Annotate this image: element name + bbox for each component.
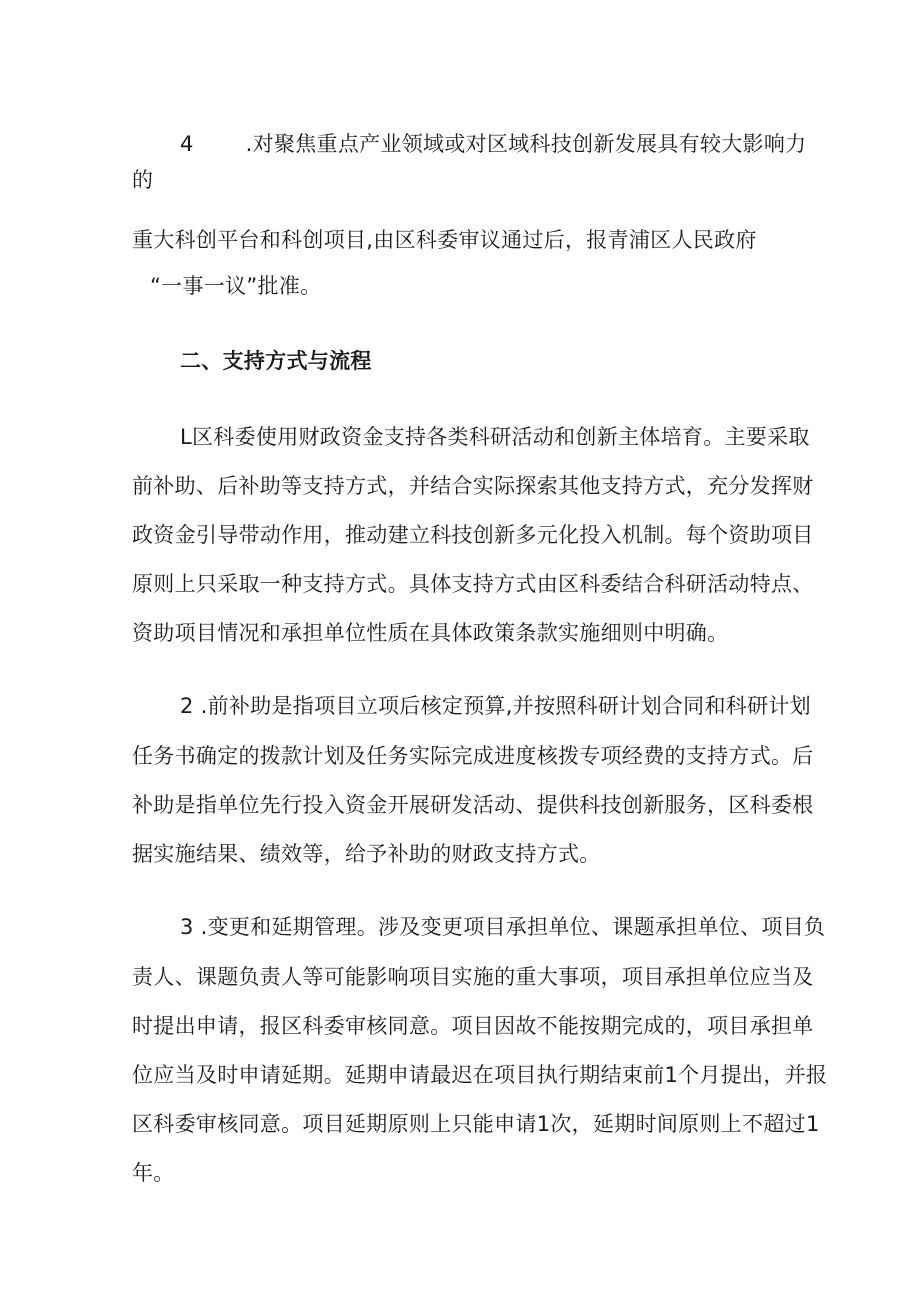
para3-line4: 位应当及时申请延期。延期申请最迟在项目执行期结束前1个月提出，并报 [132,1063,828,1087]
item4-line3: 重大科创平台和科创项目,由区科委审议通过后，报青浦区人民政府 [132,228,757,252]
para2-line3: 补助是指单位先行投入资金开展研发活动、提供科技创新服务，区科委根 [132,793,814,817]
para1-line1: L区科委使用财政资金支持各类科研活动和创新主体培育。主要采取 [180,425,810,449]
item4-text: .对聚焦重点产业领域或对区域科技创新发展具有较大影响力 [245,132,807,156]
para3-line6: 年。 [132,1161,175,1185]
para1-line5: 资助项目情况和承担单位性质在具体政策条款实施细则中明确。 [132,621,729,645]
section-heading: 二、支持方式与流程 [180,349,372,373]
para3-line5: 区科委审核同意。项目延期原则上只能申请1次，延期时间原则上不超过1 [132,1112,820,1136]
para2-line2: 任务书确定的拨款计划及任务实际完成进度核拨专项经费的支持方式。后 [132,744,814,768]
item4-line2: 的 [132,168,154,192]
item4-line4: “一事一议”批准。 [150,274,322,298]
para1-line4: 原则上只采取一种支持方式。具体支持方式由区科委结合科研活动特点、 [132,572,814,596]
para1-line3: 政资金引导带动作用，推动建立科技创新多元化投入机制。每个资助项目 [132,523,814,547]
para3-line1: 3 .变更和延期管理。涉及变更项目承担单位、课题承担单位、项目负 [180,915,826,939]
para3-line3: 时提出申请，报区科委审核同意。项目因故不能按期完成的，项目承担单 [132,1014,814,1038]
para3-line2: 责人、课题负责人等可能影响项目实施的重大事项，项目承担单位应当及 [132,965,814,989]
para2-line1: 2 .前补助是指项目立项后核定预算,并按照科研计划合同和科研计划 [180,694,811,718]
item4-number: 4 [180,132,194,156]
para1-line2: 前补助、后补助等支持方式，并结合实际探索其他支持方式，充分发挥财 [132,474,814,498]
item4-line1 [180,130,806,158]
para2-line4: 据实施结果、绩效等，给予补助的财政支持方式。 [132,842,601,866]
